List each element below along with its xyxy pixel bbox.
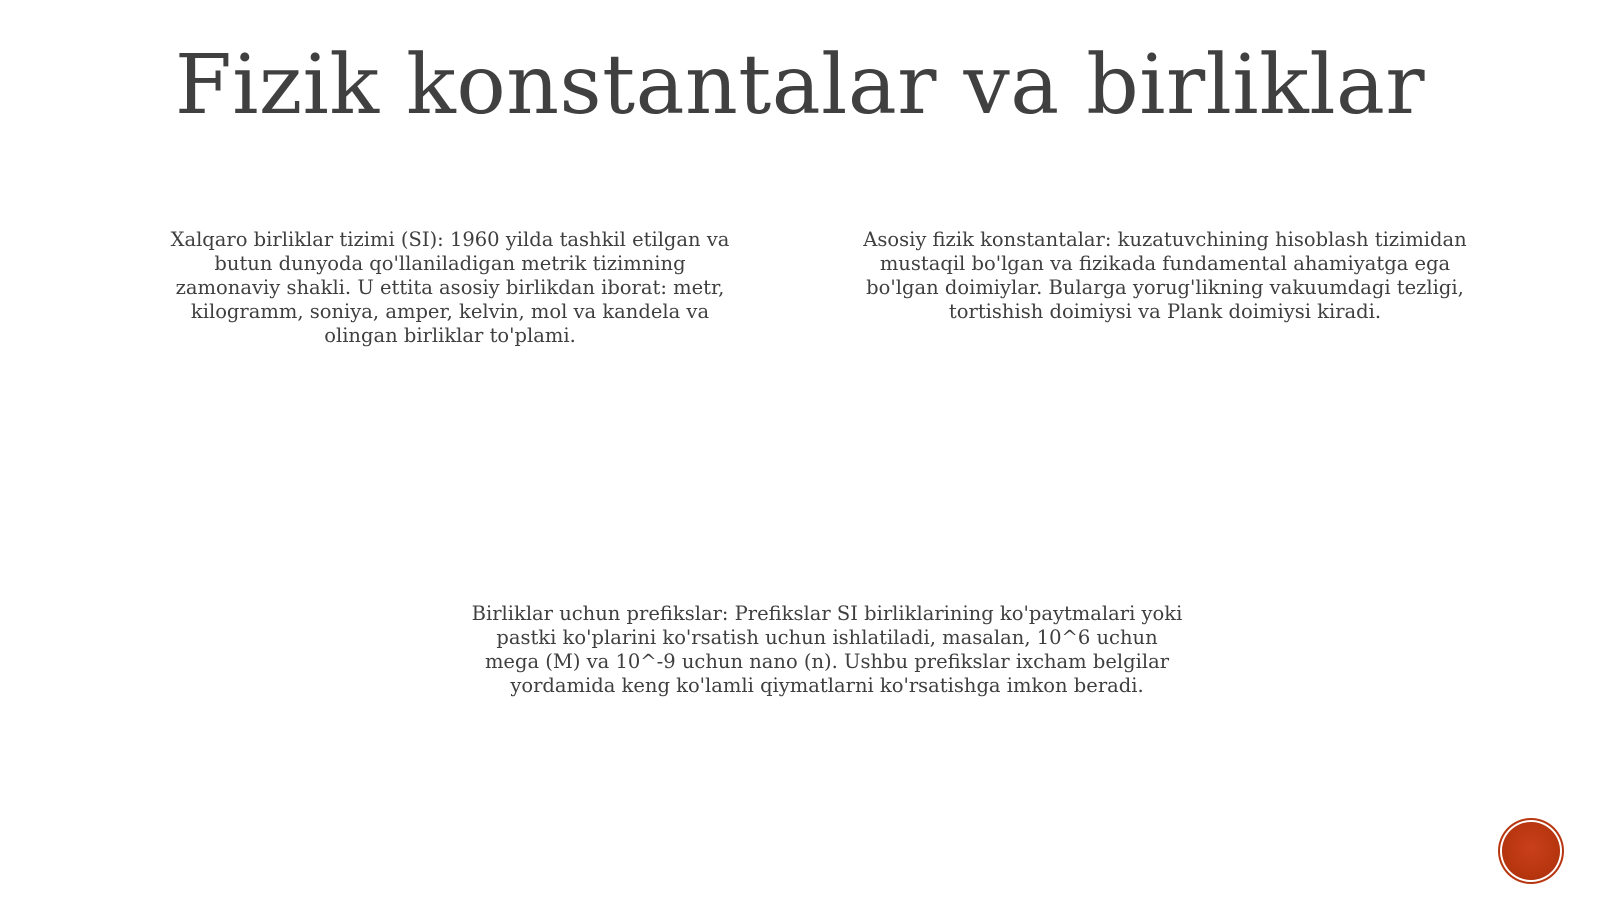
slide-title: Fizik konstantalar va birliklar <box>174 38 1426 133</box>
slide-nav-button[interactable] <box>1502 822 1560 880</box>
paragraph-fundamental-constants: Asosiy fizik konstantalar: kuzatuvchining hisoblash tizimidan mustaqil bo'lgan va fizikada fundamental ahamiyatga ega bo'lgan doimiylar. Bularga yorug'likning vakuumdagi tezligi, tortishish doimiysi va Plank doimiysi kiradi. <box>863 228 1467 323</box>
paragraph-unit-prefixes: Birliklar uchun prefikslar: Prefikslar SI birliklarining ko'paytmalari yoki pastki ko'plarini ko'rsatish uchun ishlatiladi, masalan, 10^6 uchun mega (M) va 10^-9 uchun nano (n). Ushbu prefikslar ixcham belgilar yordamida keng ko'lamli qiymatlarni ko'rsatishga imkon beradi. <box>471 602 1183 697</box>
paragraph-si-system: Xalqaro birliklar tizimi (SI): 1960 yilda tashkil etilgan va butun dunyoda qo'llaniladigan metrik tizimning zamonaviy shakli. U ettita asosiy birlikdan iborat: metr, kilogramm, soniya, amper, kelvin, mol va kandela va olingan birliklar to'plami. <box>170 228 730 347</box>
